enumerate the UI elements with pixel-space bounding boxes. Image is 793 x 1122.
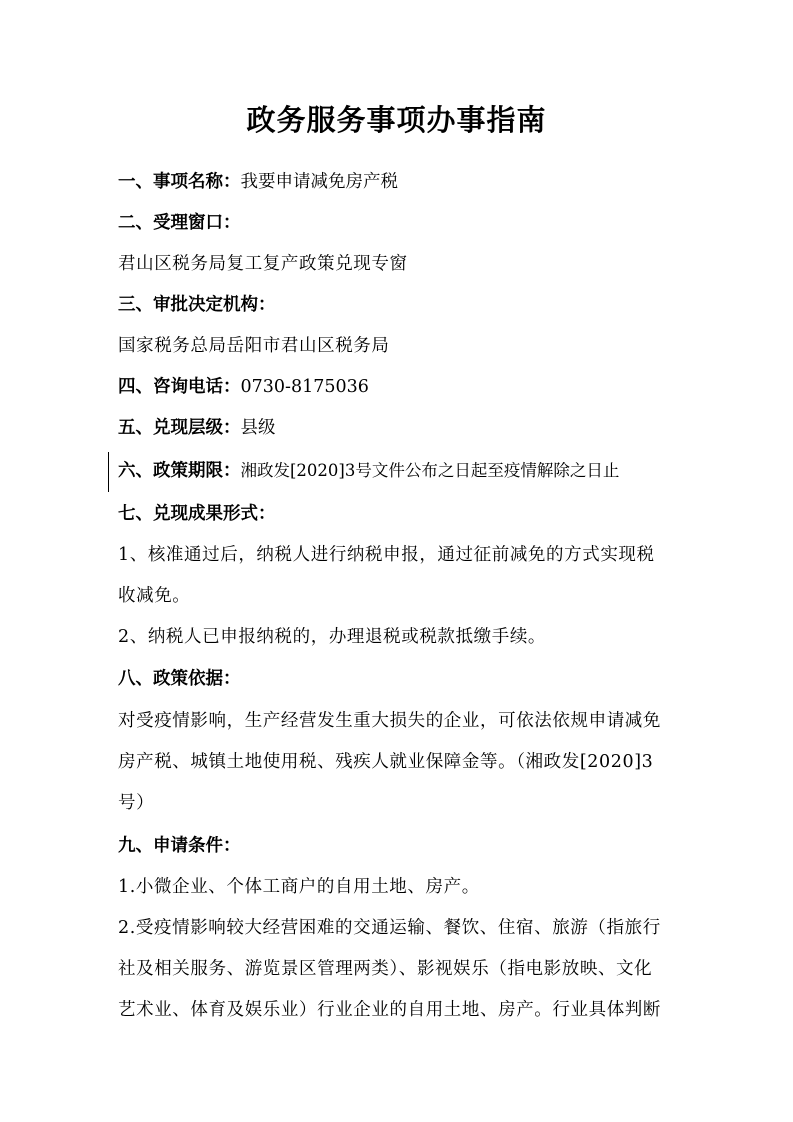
- item-policy-period-value: 湘政发[2020]3号文件公布之日起至疫情解除之日止: [240, 461, 620, 480]
- item-basis-line-1: 对受疫情影响，生产经营发生重大损失的企业，可依法依规申请减免: [118, 711, 661, 731]
- item-level-value: 县级: [240, 418, 276, 438]
- item-conditions-line-2: 2.受疫情影响较大经营困难的交通运输、餐饮、住宿、旅游（指旅行: [118, 918, 661, 938]
- document-title: 政务服务事项办事指南: [246, 103, 547, 137]
- item-result-form-label: 七、兑现成果形式：: [118, 504, 276, 524]
- item-conditions-line-4: 艺术业、体育及娱乐业）行业企业的自用土地、房产。行业具体判断: [118, 1000, 661, 1020]
- item-policy-basis-label: 八、政策依据：: [118, 669, 241, 689]
- item-matter-name-label: 一、事项名称：: [118, 172, 241, 192]
- item-result-line-1: 1、核准通过后，纳税人进行纳税申报，通过征前减免的方式实现税: [118, 545, 655, 565]
- item-authority-label: 三、审批决定机构：: [118, 295, 276, 315]
- item-phone-value: 0730-8175036: [240, 377, 369, 397]
- item-basis-line-2: 房产税、城镇土地使用税、残疾人就业保障金等。（湘政发[2020]3: [118, 752, 654, 772]
- item-result-line-2: 收减免。: [118, 586, 191, 606]
- item-result-line-3: 2、纳税人已申报纳税的，办理退税或税款抵缴手续。: [118, 627, 547, 647]
- item-window-label: 二、受理窗口：: [118, 213, 241, 233]
- margin-marker: [108, 452, 109, 492]
- item-level: [118, 416, 688, 440]
- item-authority-value: 国家税务总局岳阳市君山区税务局: [118, 336, 390, 356]
- item-phone: [118, 375, 688, 399]
- item-level-label: 五、兑现层级：: [118, 418, 241, 438]
- item-policy-period-label: 六、政策期限：: [118, 461, 241, 481]
- item-matter-name: [118, 170, 688, 194]
- item-policy-period: [118, 459, 688, 483]
- item-basis-line-3: 号）: [118, 793, 155, 813]
- item-window-value: 君山区税务局复工复产政策兑现专窗: [118, 254, 408, 274]
- item-matter-name-value: 我要申请减免房产税: [240, 172, 398, 192]
- item-conditions-line-1: 1.小微企业、个体工商户的自用土地、房产。: [118, 877, 480, 897]
- item-conditions-label: 九、申请条件：: [118, 836, 241, 856]
- item-phone-label: 四、咨询电话：: [118, 377, 241, 397]
- item-conditions-line-3: 社及相关服务、游览景区管理两类）、影视娱乐（指电影放映、文化: [118, 959, 653, 979]
